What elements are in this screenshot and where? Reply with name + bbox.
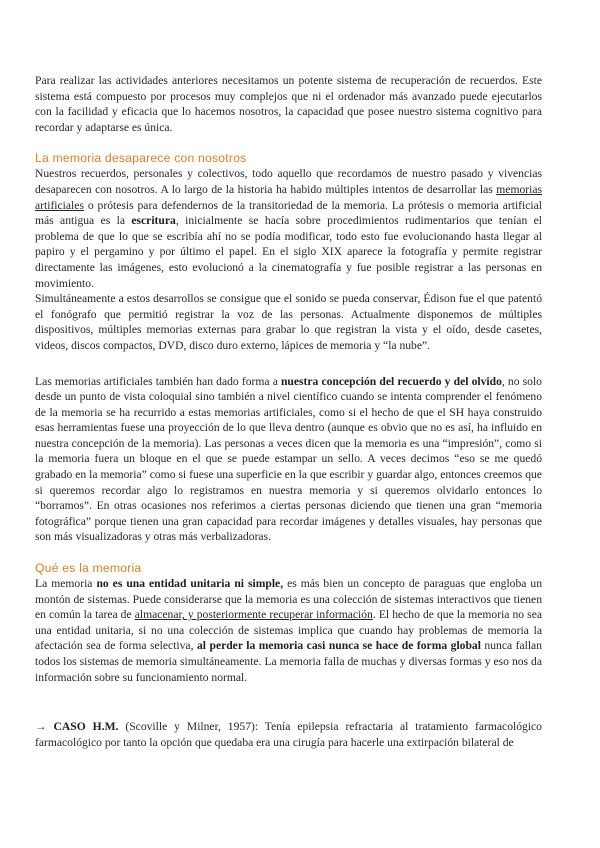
arrow-icon: → — [35, 720, 54, 734]
section1-paragraph-2: Simultáneamente a estos desarrollos se consigue que el sonido se pueda conservar, Édison fue el que patentó el fonógrafo que permitió registrar la voz de las personas. Actualmente disponemos de múltiples dispositivos, múltiples memorias externas para grabar lo que registran la vista y el oído, desde casetes, videos, discos compactos, DVD, disco duro externo, lápices de memoria y “la nube”. — [35, 292, 542, 352]
section1-paragraph-1: Nuestros recuerdos, personales y colectivos, todo aquello que recordamos de nuestro pasado y vivencias desaparecen con nosotros. A lo largo de la historia ha habido múltiples intentos de desarrollar las memorias artificiales o prótesis para defendernos de la transitoriedad de la memoria. La prótesis o memoria artificial más antigua es la escritura, inicialmente se hacía sobre procedimientos rudimentarios que tenían el problema de que lo que se escribía ahí no se podía modificar, todo esto fue evolucionando hasta llegar al papiro y el pergamino y por último el papel. En el siglo XIX aparece la fotografía y permite registrar directamente las imágenes, esto evolucionó a la cinematografía y fue posible registrar a las personas en movimiento. — [35, 167, 542, 290]
bold-escritura: escritura — [131, 214, 176, 228]
bold-perder-memoria: al perder la memoria casi nunca se hace de forma global — [196, 639, 481, 653]
section2-paragraph-1: La memoria no es una entidad unitaria ni simple, es más bien un concepto de paraguas que engloba un montón de sistemas. Puede considerarse que la memoria es una colección de sistemas interactivos que tienen en común la tarea de almacenar, y posteriormente recuperar información. El hecho de que la memoria no sea una entidad unitaria, si no una colección de sistemas implica que cuando hay problemas de memoria la afectación sea de forma selectiva, al perder la memoria casi nunca se hace de forma global nunca fallan todos los sistemas de memoria simultáneamente. La memoria falla de muchas y diversas formas y eso nos da información sobre su funcionamiento normal. — [35, 577, 542, 684]
case-hm-paragraph: → CASO H.M. (Scoville y Milner, 1957): Tenía epilepsia refractaria al tratamiento farmacológico farmacológico por tanto la opción que quedaba era una cirugía para hacerle una extirpación bilateral de — [35, 720, 542, 749]
section1-paragraph-3: Las memorias artificiales también han dado forma a nuestra concepción del recuerdo y del olvido, no solo desde un punto de vista coloquial sino también a nivel científico cuando se intenta comprender el fenómeno de la memoria se ha recurrido a estas memorias artificiales, como si el hecho de que el SH haya construido esas herramientas fuese una proyección de lo que lleva dentro (aunque es obvio que no es así, ha influido en nuestra concepción de la memoria). Las personas a veces dicen que la memoria es una “impresión”, como si la memoria fuera un bloque en el que se puede estampar un sello. A veces decimos “eso se me quedó grabado en la memoria” como si fuese una superficie en la que escribir y guardar algo, entonces creemos que si queremos recordar algo lo registramos en nuestra memoria y si queremos olvidarlo entonces lo “borramos”. En otras ocasiones nos referimos a ciertas personas diciendo que tienen una gran “memoria fotográfica” porque tienen una gran capacidad para recordar imágenes y detalles visuales, hay personas que son más visualizadoras y otras más verbalizadoras. — [35, 374, 542, 544]
intro-paragraph: Para realizar las actividades anteriores necesitamos un potente sistema de recuperación de recuerdos. Este sistema está compuesto por procesos muy complejos que ni el ordenador más avanzado puede ejecutarlos con la facilidad y eficacia que lo hacemos nosotros, la capacidad que posee nuestro sistema cognitivo para recordar y adaptarse es única. — [35, 74, 542, 134]
section-heading-que-es-la-memoria: Qué es la memoria — [35, 561, 142, 576]
bold-concepcion-recuerdo: nuestra concepción del recuerdo y del olvido — [280, 374, 502, 388]
bold-caso-hm: CASO H.M. — [53, 720, 119, 734]
bold-no-unitaria: no es una entidad unitaria ni simple, — [96, 577, 284, 591]
document-page — [35, 73, 542, 750]
link-memorias-artificiales: memorias artificiales — [35, 182, 542, 212]
underline-almacenar-recuperar: almacenar, y posteriormente recuperar información — [134, 608, 373, 622]
section-heading-memoria-desaparece: La memoria desaparece con nosotros — [35, 151, 247, 166]
